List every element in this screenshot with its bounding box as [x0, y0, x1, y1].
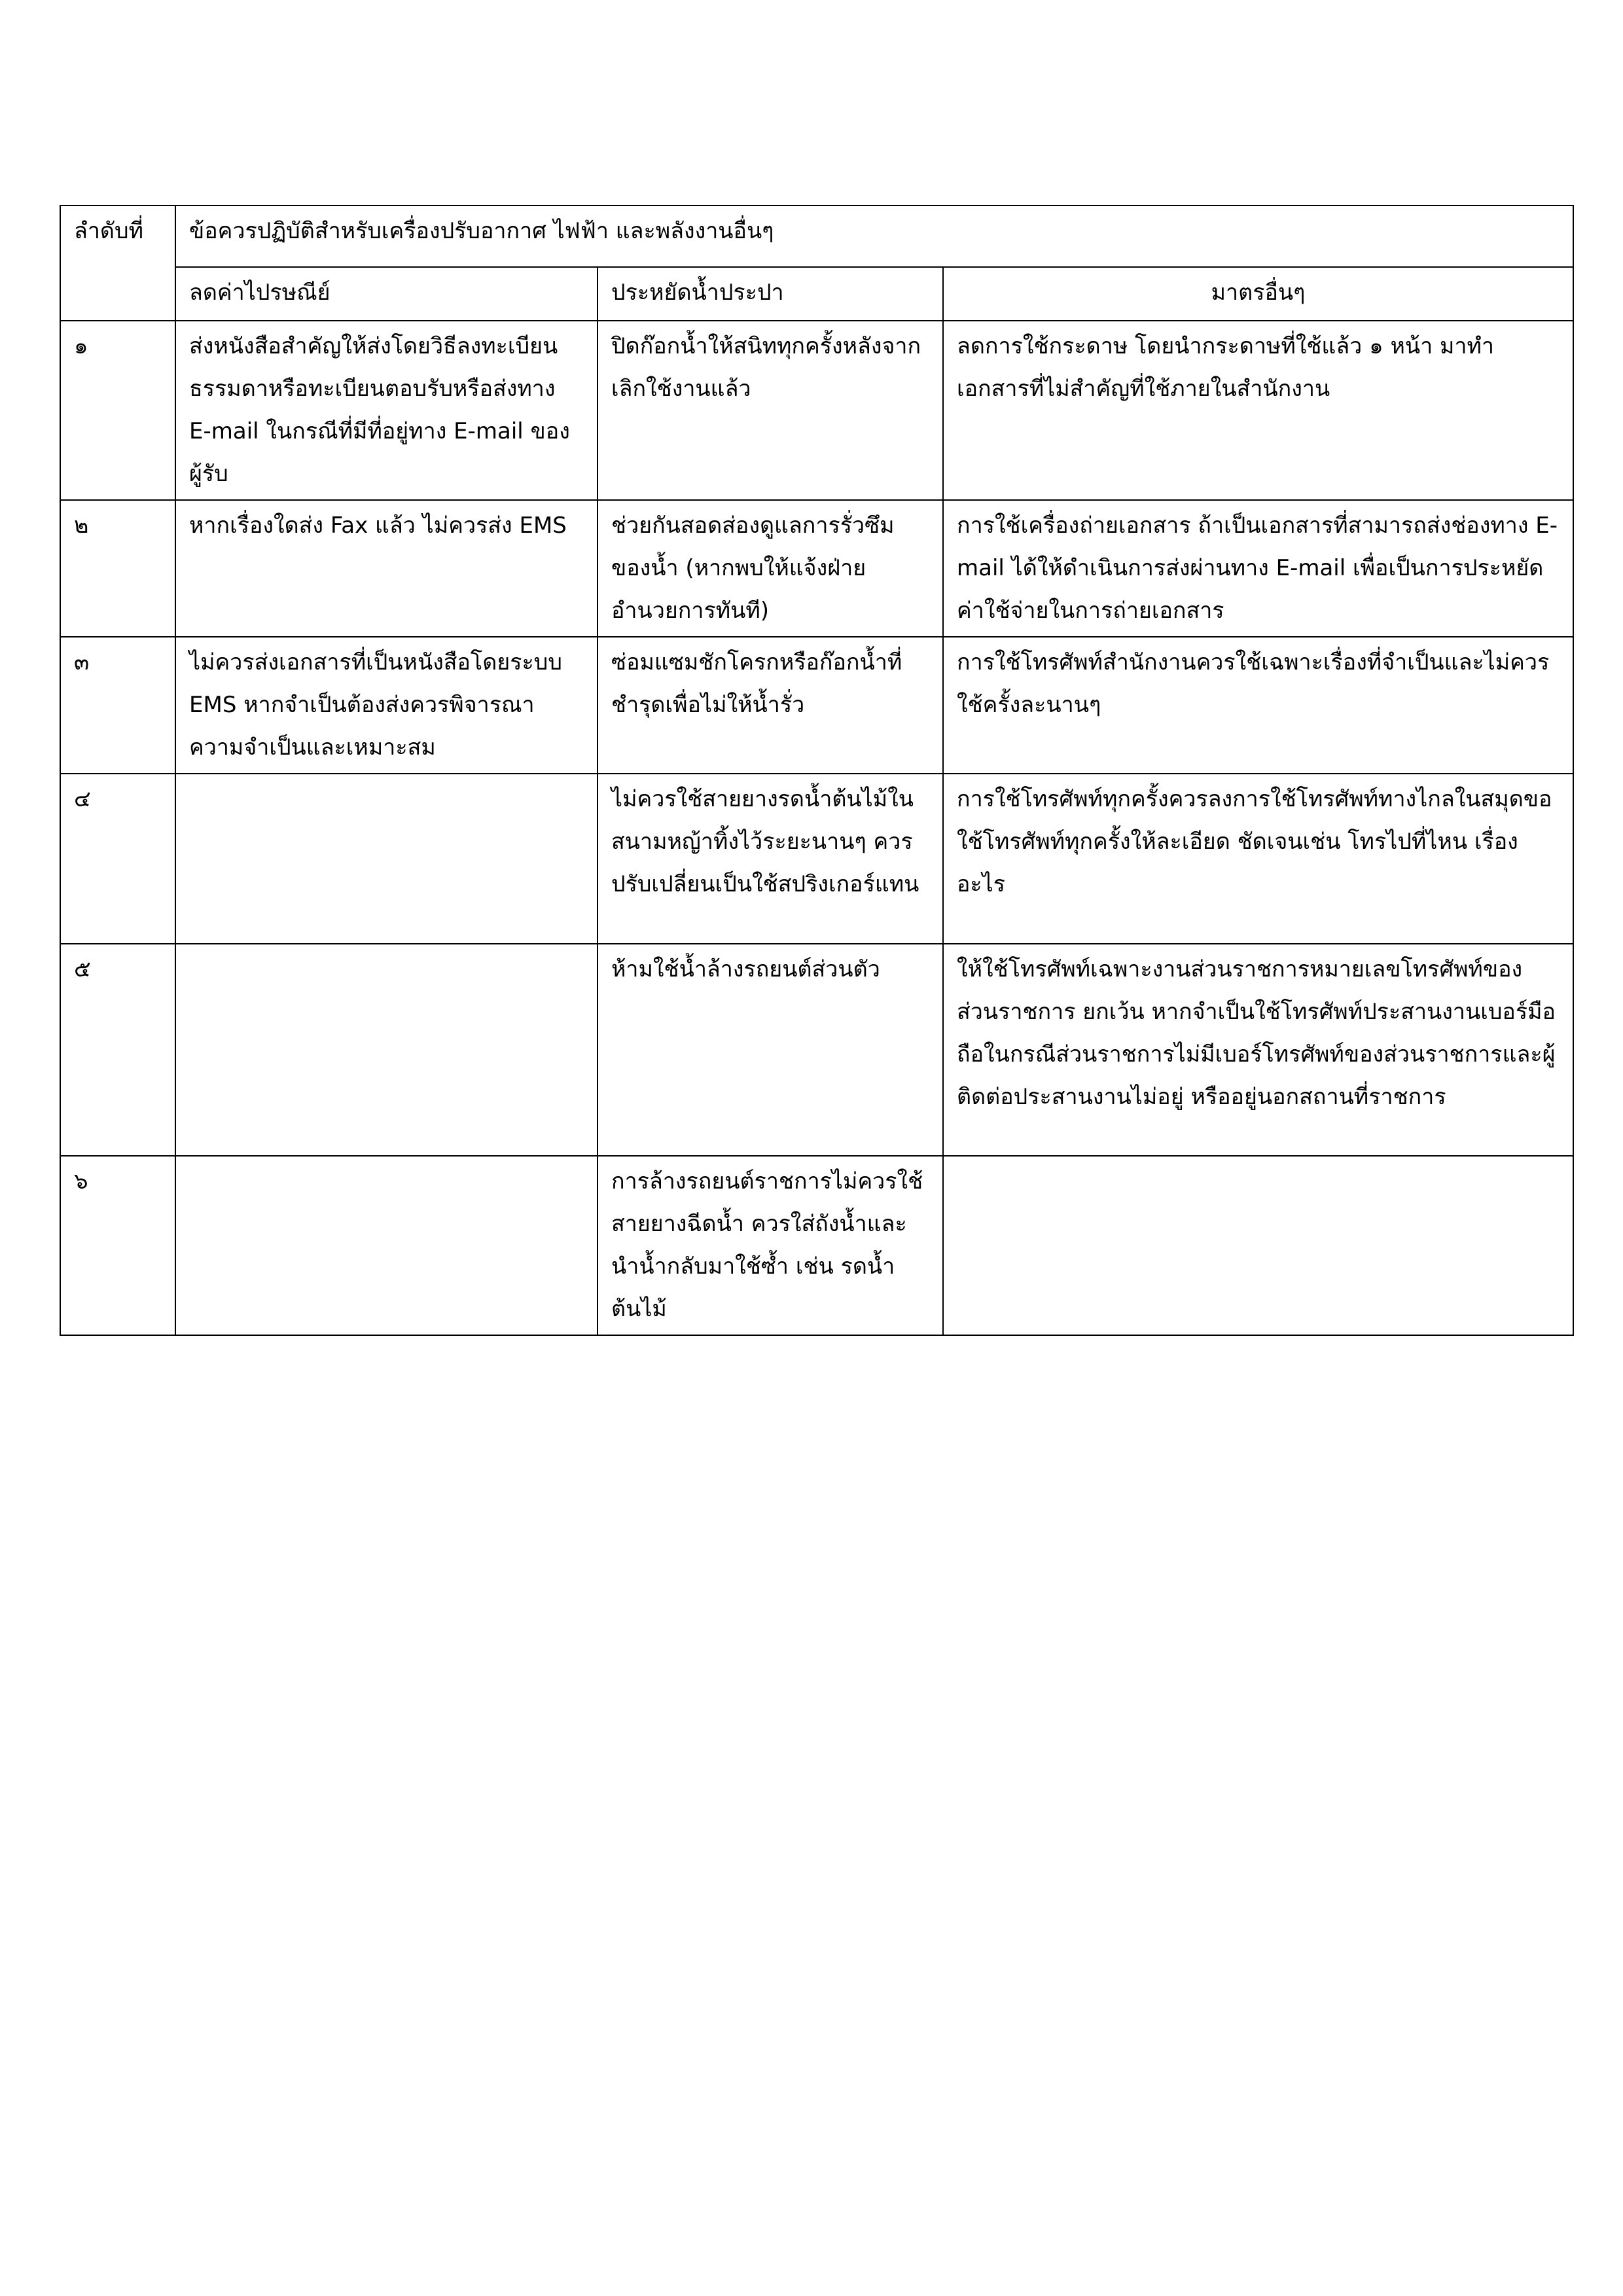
water-cell: ช่วยกันสอดส่องดูแลการรั่วซึมของน้ำ (หากพบให้แจ้งฝ่ายอำนวยการทันที) — [597, 500, 943, 637]
postal-cell: ส่งหนังสือสำคัญให้ส่งโดยวิธีลงทะเบียนธรรมดาหรือทะเบียนตอบรับหรือส่งทาง E-mail ในกรณีที่มีที่อยู่ทาง E-mail ของผู้รับ — [175, 321, 597, 500]
column-header-row — [60, 267, 1573, 321]
other-cell: การใช้โทรศัพท์ทุกครั้งควรลงการใช้โทรศัพท์ทางไกลในสมุดขอใช้โทรศัพท์ทุกครั้งให้ละเอียด ชัดเจนเช่น โทรไปที่ไหน เรื่องอะไร — [943, 774, 1573, 944]
water-cell: การล้างรถยนต์ราชการไม่ควรใช้สายยางฉีดน้ำ ควรใส่ถังน้ำและนำน้ำกลับมาใช้ซ้ำ เช่น รดน้ำต้นไม้ — [597, 1156, 943, 1335]
row-index: ๖ — [60, 1156, 175, 1335]
postal-column-header: ลดค่าไปรษณีย์ — [175, 267, 597, 321]
water-cell: ห้ามใช้น้ำล้างรถยนต์ส่วนตัว — [597, 944, 943, 1156]
table-row — [60, 637, 1573, 774]
table-row — [60, 774, 1573, 944]
table-row — [60, 1156, 1573, 1335]
index-column-header: ลำดับที่ — [60, 206, 175, 321]
table-row — [60, 944, 1573, 1156]
row-index: ๒ — [60, 500, 175, 637]
water-column-header: ประหยัดน้ำประปา — [597, 267, 943, 321]
row-index: ๕ — [60, 944, 175, 1156]
postal-cell: หากเรื่องใดส่ง Fax แล้ว ไม่ควรส่ง EMS — [175, 500, 597, 637]
table-title-row — [60, 206, 1573, 267]
other-cell: ให้ใช้โทรศัพท์เฉพาะงานส่วนราชการหมายเลขโทรศัพท์ของส่วนราชการ ยกเว้น หากจำเป็นใช้โทรศัพท์ประสานงานเบอร์มือถือในกรณีส่วนราชการไม่มีเบอร์โทรศัพท์ของส่วนราชการและผู้ติดต่อประสานงานไม่อยู่ หรืออยู่นอกสถานที่ราชการ — [943, 944, 1573, 1156]
table-row — [60, 500, 1573, 637]
postal-cell — [175, 774, 597, 944]
postal-cell — [175, 1156, 597, 1335]
row-index: ๑ — [60, 321, 175, 500]
table-title: ข้อควรปฏิบัติสำหรับเครื่องปรับอากาศ ไฟฟ้า และพลังงานอื่นๆ — [175, 206, 1573, 267]
other-cell — [943, 1156, 1573, 1335]
other-cell: การใช้เครื่องถ่ายเอกสาร ถ้าเป็นเอกสารที่สามารถส่งช่องทาง E-mail ได้ให้ดำเนินการส่งผ่านทาง E-mail เพื่อเป็นการประหยัดค่าใช้จ่ายในการถ่ายเอกสาร — [943, 500, 1573, 637]
other-measures-column-header: มาตรอื่นๆ — [943, 267, 1573, 321]
water-cell: ปิดก๊อกน้ำให้สนิททุกครั้งหลังจากเลิกใช้งานแล้ว — [597, 321, 943, 500]
table-row — [60, 321, 1573, 500]
other-cell: ลดการใช้กระดาษ โดยนำกระดาษที่ใช้แล้ว ๑ หน้า มาทำเอกสารที่ไม่สำคัญที่ใช้ภายในสำนักงาน — [943, 321, 1573, 500]
other-cell: การใช้โทรศัพท์สำนักงานควรใช้เฉพาะเรื่องที่จำเป็นและไม่ควรใช้ครั้งละนานๆ — [943, 637, 1573, 774]
postal-cell — [175, 944, 597, 1156]
row-index: ๔ — [60, 774, 175, 944]
water-cell: ซ่อมแซมชักโครกหรือก๊อกน้ำที่ชำรุดเพื่อไม่ให้น้ำรั่ว — [597, 637, 943, 774]
postal-cell: ไม่ควรส่งเอกสารที่เป็นหนังสือโดยระบบ EMS หากจำเป็นต้องส่งควรพิจารณาความจำเป็นและเหมาะสม — [175, 637, 597, 774]
conservation-guidelines-table — [60, 205, 1574, 1336]
row-index: ๓ — [60, 637, 175, 774]
water-cell: ไม่ควรใช้สายยางรดน้ำต้นไม้ในสนามหญ้าทิ้งไว้ระยะนานๆ ควรปรับเปลี่ยนเป็นใช้สปริงเกอร์แทน — [597, 774, 943, 944]
